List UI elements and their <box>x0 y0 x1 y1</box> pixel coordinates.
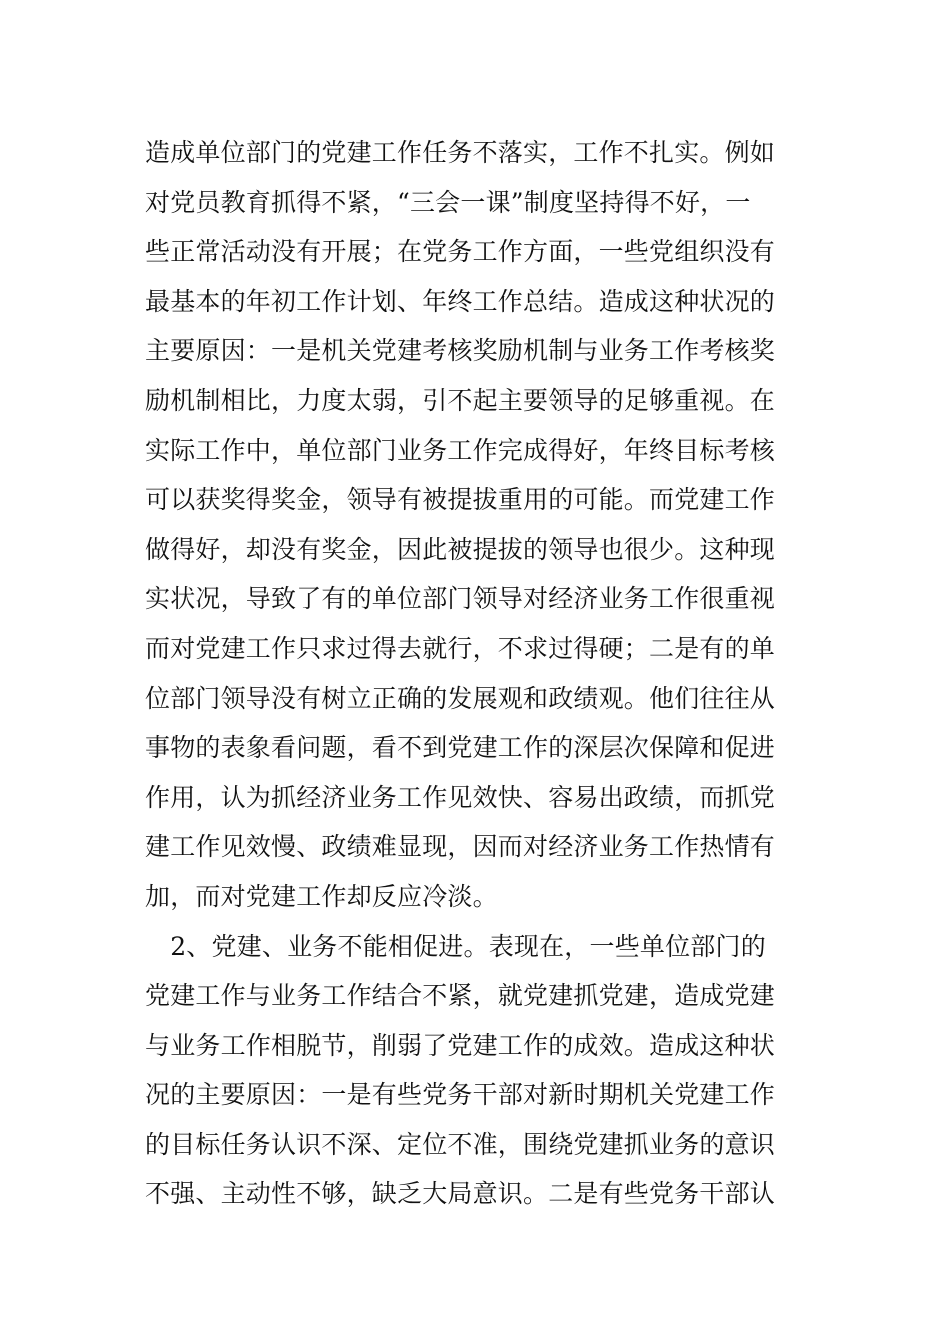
text-line: 位部门领导没有树立正确的发展观和政绩观。他们往往从 <box>145 683 776 713</box>
text-line: 作用，认为抓经济业务工作见效快、容易出政绩，而抓党 <box>145 782 776 812</box>
text-line: 的目标任务认识不深、定位不准，围绕党建抓业务的意识 <box>145 1129 776 1159</box>
text-line: 做得好，却没有奖金，因此被提拔的领导也很少。这种现 <box>145 534 776 564</box>
text-line: 实状况，导致了有的单位部门领导对经济业务工作很重视 <box>145 584 776 614</box>
text-line: 建工作见效慢、政绩难显现，因而对经济业务工作热情有 <box>145 832 776 862</box>
body-text <box>145 128 825 1219</box>
text-line: 而对党建工作只求过得去就行，不求过得硬；二是有的单 <box>145 633 776 663</box>
text-line: 主要原因：一是机关党建考核奖励机制与业务工作考核奖 <box>145 336 776 366</box>
text-line: 实际工作中，单位部门业务工作完成得好，年终目标考核 <box>145 435 776 465</box>
text-line: 可以获奖得奖金，领导有被提拔重用的可能。而党建工作 <box>145 485 776 515</box>
text-line: 加，而对党建工作却反应冷淡。 <box>145 881 498 911</box>
text-line: 最基本的年初工作计划、年终工作总结。造成这种状况的 <box>145 286 776 316</box>
text-line: 造成单位部门的党建工作任务不落实，工作不扎实。例如 <box>145 138 776 167</box>
text-line: 励机制相比，力度太弱，引不起主要领导的足够重视。在 <box>145 385 776 415</box>
text-line: 党建工作与业务工作结合不紧，就党建抓党建，造成党建 <box>145 981 776 1011</box>
text-line: 2、党建、业务不能相促进。表现在，一些单位部门的 <box>145 931 766 961</box>
text-line: 与业务工作相脱节，削弱了党建工作的成效。造成这种状 <box>145 1030 776 1060</box>
text-line: 不强、主动性不够，缺乏大局意识。二是有些党务干部认 <box>145 1179 776 1209</box>
text-line: 对党员教育抓得不紧，“三会一课”制度坚持得不好，一 <box>145 187 751 217</box>
text-line: 况的主要原因：一是有些党务干部对新时期机关党建工作 <box>145 1080 776 1110</box>
text-line: 事物的表象看问题，看不到党建工作的深层次保障和促进 <box>145 733 776 763</box>
text-line: 些正常活动没有开展；在党务工作方面，一些党组织没有 <box>145 237 776 267</box>
